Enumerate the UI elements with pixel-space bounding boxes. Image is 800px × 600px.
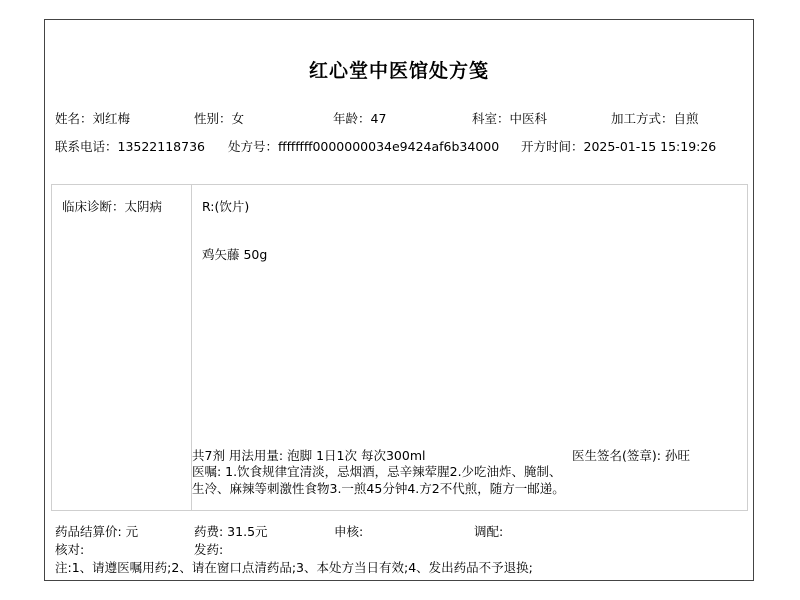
department: 科室：中医科 [472, 111, 548, 126]
prescription-time: 开方时间：2025-01-15 15:19:26 [521, 139, 717, 154]
drug-fee: 药费: 31.5元 [194, 524, 268, 539]
page-title: 红心堂中医馆处方笺 [308, 60, 489, 82]
processing-method: 加工方式：自煎 [611, 111, 699, 126]
patient-phone: 联系电话：13522118736 [55, 139, 205, 154]
doctor-signature: 医生签名(签章): 孙旺 [572, 448, 690, 463]
usage-dosage: 共7剂 用法用量: 泡脚 1日1次 每次300ml [192, 448, 426, 463]
clinical-diagnosis: 临床诊断：太阴病 [62, 199, 163, 214]
check-field: 核对: [55, 542, 85, 557]
dispense-field: 调配: [474, 524, 504, 539]
patient-gender: 性别：女 [194, 111, 245, 126]
issue-field: 发药: [194, 542, 224, 557]
medical-advice: 医嘱: 1.饮食规律宜清淡，忌烟酒，忌辛辣荤腥2.少吃油炸、腌制、生冷、麻辣等刺激性食物3.一煎45分钟4.方2不代煎，随方一邮递。 [192, 464, 565, 496]
prescription-number: 处方号：ffffffff0000000034e9424af6b34000 [228, 139, 500, 154]
patient-name: 姓名：刘红梅 [55, 111, 131, 126]
patient-age: 年龄：47 [333, 111, 387, 126]
herb-item: 鸡矢藤 50g [202, 247, 268, 262]
rx-header: R:(饮片) [202, 199, 250, 214]
footer-notes: 注:1、请遵医嘱用药;2、请在窗口点清药品;3、本处方当日有效;4、发出药品不予退换; [55, 560, 533, 575]
settlement-price: 药品结算价: 元 [55, 524, 139, 539]
review-field: 申核: [334, 524, 364, 539]
